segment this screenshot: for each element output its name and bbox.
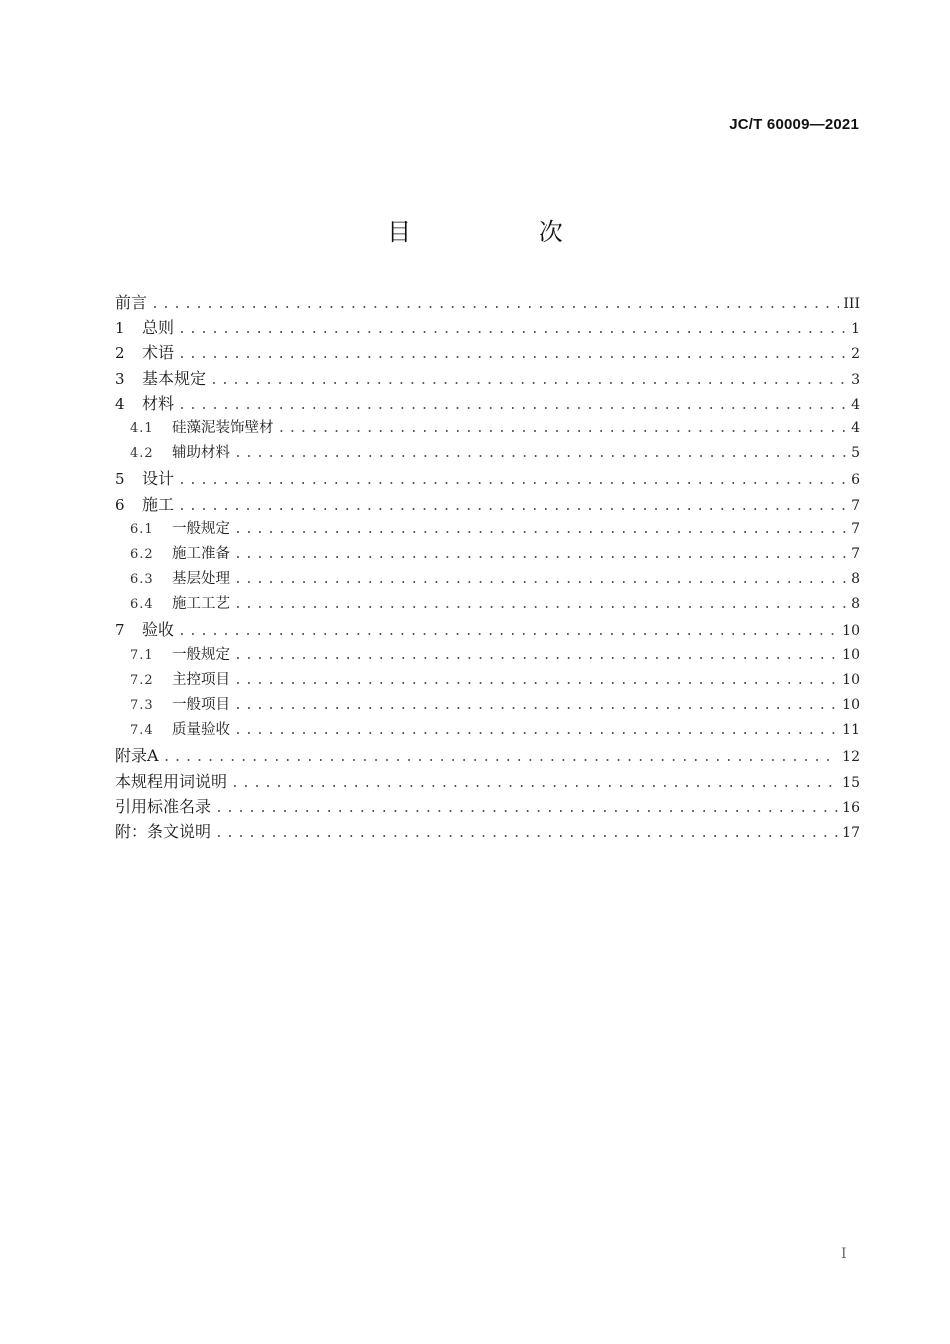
toc-entry-7-3[interactable] <box>115 693 860 718</box>
toc-entry-page: III <box>843 296 860 312</box>
toc-leader-dots <box>210 373 847 388</box>
toc-entry-number: 7.1 <box>130 647 154 663</box>
toc-leader-dots <box>231 776 838 791</box>
toc-entry-number: 6 <box>115 495 125 514</box>
toc-leader-dots <box>234 673 838 688</box>
page-number: I <box>841 1246 847 1262</box>
toc-entry-label: 基本规定 <box>142 368 207 388</box>
toc-entry-6-4[interactable] <box>115 592 860 617</box>
toc-entry-4-2[interactable] <box>115 441 860 466</box>
toc-entry-number: 4.1 <box>130 420 154 436</box>
toc-entry-label: 材料 <box>142 393 175 413</box>
toc-entry-label: 附：条文说明 <box>115 821 212 841</box>
toc-entry-label: 施工工艺 <box>172 596 230 613</box>
standard-code: JC/T 60009—2021 <box>729 116 859 133</box>
toc-entry-label: 附录A <box>115 746 159 766</box>
toc-entry-page: 10 <box>842 671 860 688</box>
toc-entry-page: 12 <box>842 749 860 766</box>
toc-entry-page: 2 <box>851 346 860 363</box>
toc-leader-dots <box>215 826 838 841</box>
toc-leader-dots <box>178 347 847 362</box>
toc-entry-number: 7.2 <box>130 672 154 688</box>
toc-entry-label: 设计 <box>142 469 175 489</box>
table-of-contents <box>115 290 860 844</box>
toc-entry-page: 11 <box>842 722 860 739</box>
toc-entry-page: 7 <box>851 520 860 537</box>
toc-entry-number: 6.1 <box>130 521 154 537</box>
toc-entry-5[interactable] <box>115 466 860 491</box>
toc-entry-1[interactable] <box>115 315 860 340</box>
toc-entry-number: 6.2 <box>130 546 154 562</box>
toc-entry-page: 10 <box>842 697 860 713</box>
toc-entry-6-1[interactable] <box>115 517 860 542</box>
toc-leader-dots <box>178 473 847 488</box>
toc-leader-dots <box>178 398 847 413</box>
toc-entry-7-4[interactable] <box>115 718 860 743</box>
toc-entry-number: 6.3 <box>130 572 154 588</box>
toc-leader-dots <box>178 624 838 639</box>
toc-leader-dots <box>234 572 847 587</box>
toc-leader-dots <box>234 648 838 663</box>
toc-leader-dots <box>278 421 848 436</box>
toc-leader-dots <box>234 698 838 713</box>
toc-entry-page: 10 <box>842 623 860 640</box>
toc-leader-dots <box>163 750 839 765</box>
toc-entry-6[interactable] <box>115 492 860 517</box>
toc-entry-label: 施工 <box>142 494 175 514</box>
toc-entry-page: 1 <box>851 321 860 338</box>
toc-leader-dots <box>234 597 847 612</box>
toc-entry-6-2[interactable] <box>115 542 860 567</box>
toc-leader-dots <box>234 522 847 537</box>
toc-entry-6-3[interactable] <box>115 567 860 592</box>
toc-entry-label: 一般项目 <box>172 697 230 713</box>
toc-entry-number: 2 <box>115 344 125 363</box>
toc-entry-2[interactable] <box>115 340 860 365</box>
toc-entry-appendix-a[interactable] <box>115 743 860 768</box>
toc-entry-page: 7 <box>851 497 860 514</box>
toc-entry-number: 3 <box>115 369 125 388</box>
toc-entry-label: 主控项目 <box>172 671 230 688</box>
toc-entry-number: 7.4 <box>130 723 154 739</box>
toc-entry-label: 基层处理 <box>172 571 230 588</box>
toc-entry-7[interactable] <box>115 617 860 642</box>
toc-entry-4-1[interactable] <box>115 416 860 441</box>
toc-entry-preface[interactable] <box>115 290 860 315</box>
toc-leader-dots <box>178 322 847 337</box>
toc-leader-dots <box>234 723 838 738</box>
toc-entry-number: 1 <box>115 319 125 338</box>
toc-entry-label: 一般规定 <box>172 520 230 537</box>
toc-entry-page: 3 <box>851 371 860 388</box>
toc-leader-dots <box>234 547 847 562</box>
toc-entry-referenced-standards[interactable] <box>115 794 860 819</box>
toc-entry-number: 4.2 <box>130 446 154 462</box>
toc-entry-label: 术语 <box>142 343 175 363</box>
toc-entry-label: 一般规定 <box>172 646 230 663</box>
toc-entry-page: 16 <box>842 799 860 816</box>
toc-entry-wording-explanation[interactable] <box>115 769 860 794</box>
toc-entry-label: 引用标准名录 <box>115 796 212 816</box>
toc-entry-number: 4 <box>115 394 125 413</box>
toc-entry-page: 15 <box>842 774 860 791</box>
toc-entry-page: 8 <box>851 571 860 588</box>
toc-entry-page: 10 <box>842 646 860 663</box>
toc-entry-number: 7.3 <box>130 698 154 713</box>
toc-entry-label: 辅助材料 <box>172 445 230 462</box>
toc-entry-3[interactable] <box>115 366 860 391</box>
toc-entry-label: 硅藻泥装饰壁材 <box>172 419 274 436</box>
toc-entry-page: 4 <box>851 396 860 413</box>
toc-entry-label: 质量验收 <box>172 722 230 739</box>
toc-entry-page: 7 <box>851 545 860 562</box>
toc-entry-page: 5 <box>851 445 860 462</box>
toc-title: 目 次 <box>387 218 623 246</box>
toc-entry-label: 前言 <box>115 293 148 312</box>
toc-entry-number: 6.4 <box>130 597 154 613</box>
toc-leader-dots <box>178 499 847 514</box>
toc-entry-page: 8 <box>851 596 860 613</box>
toc-leader-dots <box>151 297 839 312</box>
toc-entry-label: 验收 <box>142 620 175 640</box>
toc-entry-page: 17 <box>842 824 860 841</box>
toc-entry-number: 7 <box>115 621 125 640</box>
toc-entry-7-1[interactable] <box>115 643 860 668</box>
toc-entry-label: 总则 <box>142 318 175 338</box>
toc-entry-page: 4 <box>851 419 860 436</box>
toc-entry-label: 施工准备 <box>172 545 230 562</box>
toc-entry-label: 本规程用词说明 <box>115 771 228 791</box>
toc-entry-7-2[interactable] <box>115 668 860 693</box>
toc-entry-clause-explanation[interactable] <box>115 819 860 844</box>
toc-entry-page: 6 <box>851 472 860 489</box>
toc-leader-dots <box>234 446 847 461</box>
toc-entry-4[interactable] <box>115 391 860 416</box>
toc-entry-number: 5 <box>115 470 125 489</box>
toc-leader-dots <box>215 801 838 816</box>
